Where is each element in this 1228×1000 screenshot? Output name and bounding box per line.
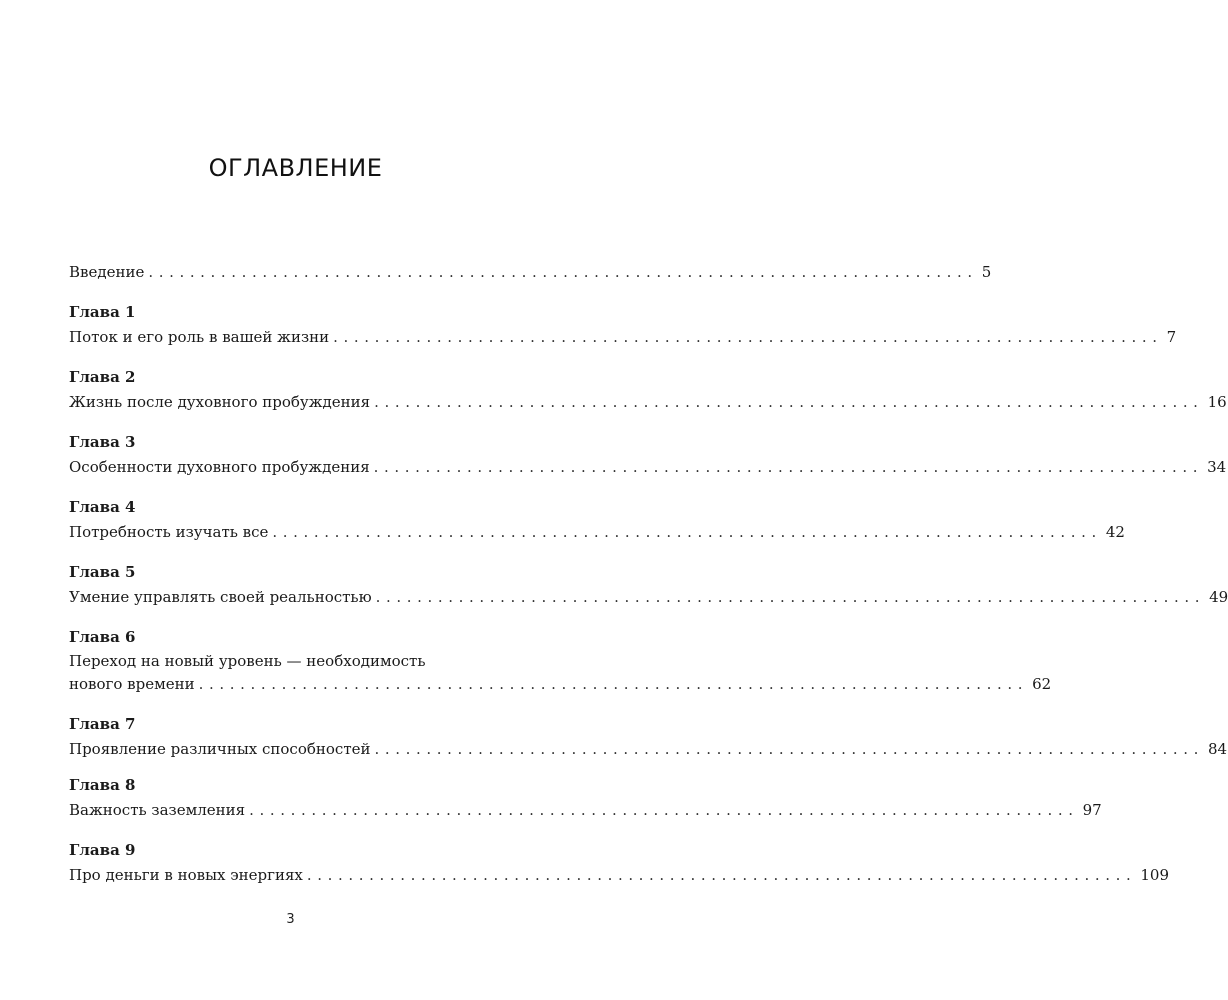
toc-entry-title: Потребность изучать все: [69, 523, 269, 541]
toc-page-number: 34: [1207, 458, 1227, 476]
dot-leader: ................................................................................: [374, 393, 1204, 411]
toc-page-number: 62: [1032, 675, 1052, 693]
toc-entry[interactable]: [69, 585, 1228, 609]
chapter-label: Глава 4: [69, 498, 136, 516]
dot-leader: ................................................................................: [249, 801, 1079, 819]
toc-chapter-4: [69, 495, 1125, 544]
toc-page-number: 16: [1207, 393, 1227, 411]
dot-leader: ................................................................................: [373, 458, 1204, 476]
toc-entry-title: Поток и его роль в вашей жизни: [69, 328, 330, 346]
dot-leader: ................................................................................: [148, 263, 978, 281]
toc-entry-title: Умение управлять своей реальностью: [69, 588, 372, 606]
toc-chapter-9: [69, 838, 1169, 887]
toc-page-number: 97: [1082, 801, 1102, 819]
chapter-label: Глава 1: [69, 303, 136, 321]
toc-entry[interactable]: [69, 390, 1227, 414]
toc-chapter-6: [69, 625, 1052, 696]
chapter-label: Глава 3: [69, 433, 136, 451]
page-title: ОГЛАВЛЕНИЕ: [208, 154, 383, 182]
toc-entry-title: Введение: [69, 263, 145, 281]
toc-entry[interactable]: [69, 863, 1169, 887]
toc-page-number: 5: [981, 263, 992, 281]
toc-chapter-5: [69, 560, 1228, 609]
toc-entry[interactable]: [69, 737, 1228, 761]
table-of-contents: [69, 260, 1228, 887]
dot-leader: ................................................................................: [198, 675, 1029, 693]
dot-leader: ................................................................................: [272, 523, 1102, 541]
toc-entry-title: Важность заземления: [69, 801, 246, 819]
toc-page-number: 84: [1207, 740, 1228, 758]
toc-entry[interactable]: [69, 798, 1102, 822]
toc-entry-title-line-2: нового времени: [69, 675, 195, 693]
chapter-label: Глава 2: [69, 368, 136, 386]
toc-entry[interactable]: [69, 672, 1052, 696]
toc-entry-title-line-1[interactable]: Переход на новый уровень — необходимость: [69, 652, 426, 670]
toc-entry[interactable]: [69, 325, 1177, 349]
dot-leader: ................................................................................: [375, 588, 1206, 606]
page-number: 3: [286, 912, 295, 927]
chapter-label: Глава 6: [69, 628, 136, 646]
toc-entry-introduction[interactable]: [69, 260, 992, 284]
toc-entry-title: Особенности духовного пробуждения: [69, 458, 370, 476]
toc-chapter-8: [69, 773, 1102, 822]
dot-leader: ................................................................................: [306, 866, 1137, 884]
toc-page-number: 42: [1105, 523, 1125, 541]
toc-entry-title: Проявление различных способностей: [69, 740, 371, 758]
chapter-label: Глава 9: [69, 841, 136, 859]
toc-chapter-2: [69, 365, 1227, 414]
toc-entry[interactable]: [69, 455, 1227, 479]
toc-page-number: 49: [1209, 588, 1228, 606]
toc-page-number: 109: [1140, 866, 1169, 884]
toc-page-number: 7: [1166, 328, 1177, 346]
dot-leader: ................................................................................: [333, 328, 1163, 346]
chapter-label: Глава 5: [69, 563, 136, 581]
chapter-label: Глава 8: [69, 776, 136, 794]
toc-chapter-1: [69, 300, 1177, 349]
dot-leader: ................................................................................: [374, 740, 1204, 758]
toc-chapter-7: [69, 712, 1228, 761]
toc-entry-title: Про деньги в новых энергиях: [69, 866, 303, 884]
toc-chapter-3: [69, 430, 1227, 479]
chapter-label: Глава 7: [69, 715, 136, 733]
toc-entry[interactable]: [69, 520, 1125, 544]
toc-entry-title: Жизнь после духовного пробуждения: [69, 393, 371, 411]
